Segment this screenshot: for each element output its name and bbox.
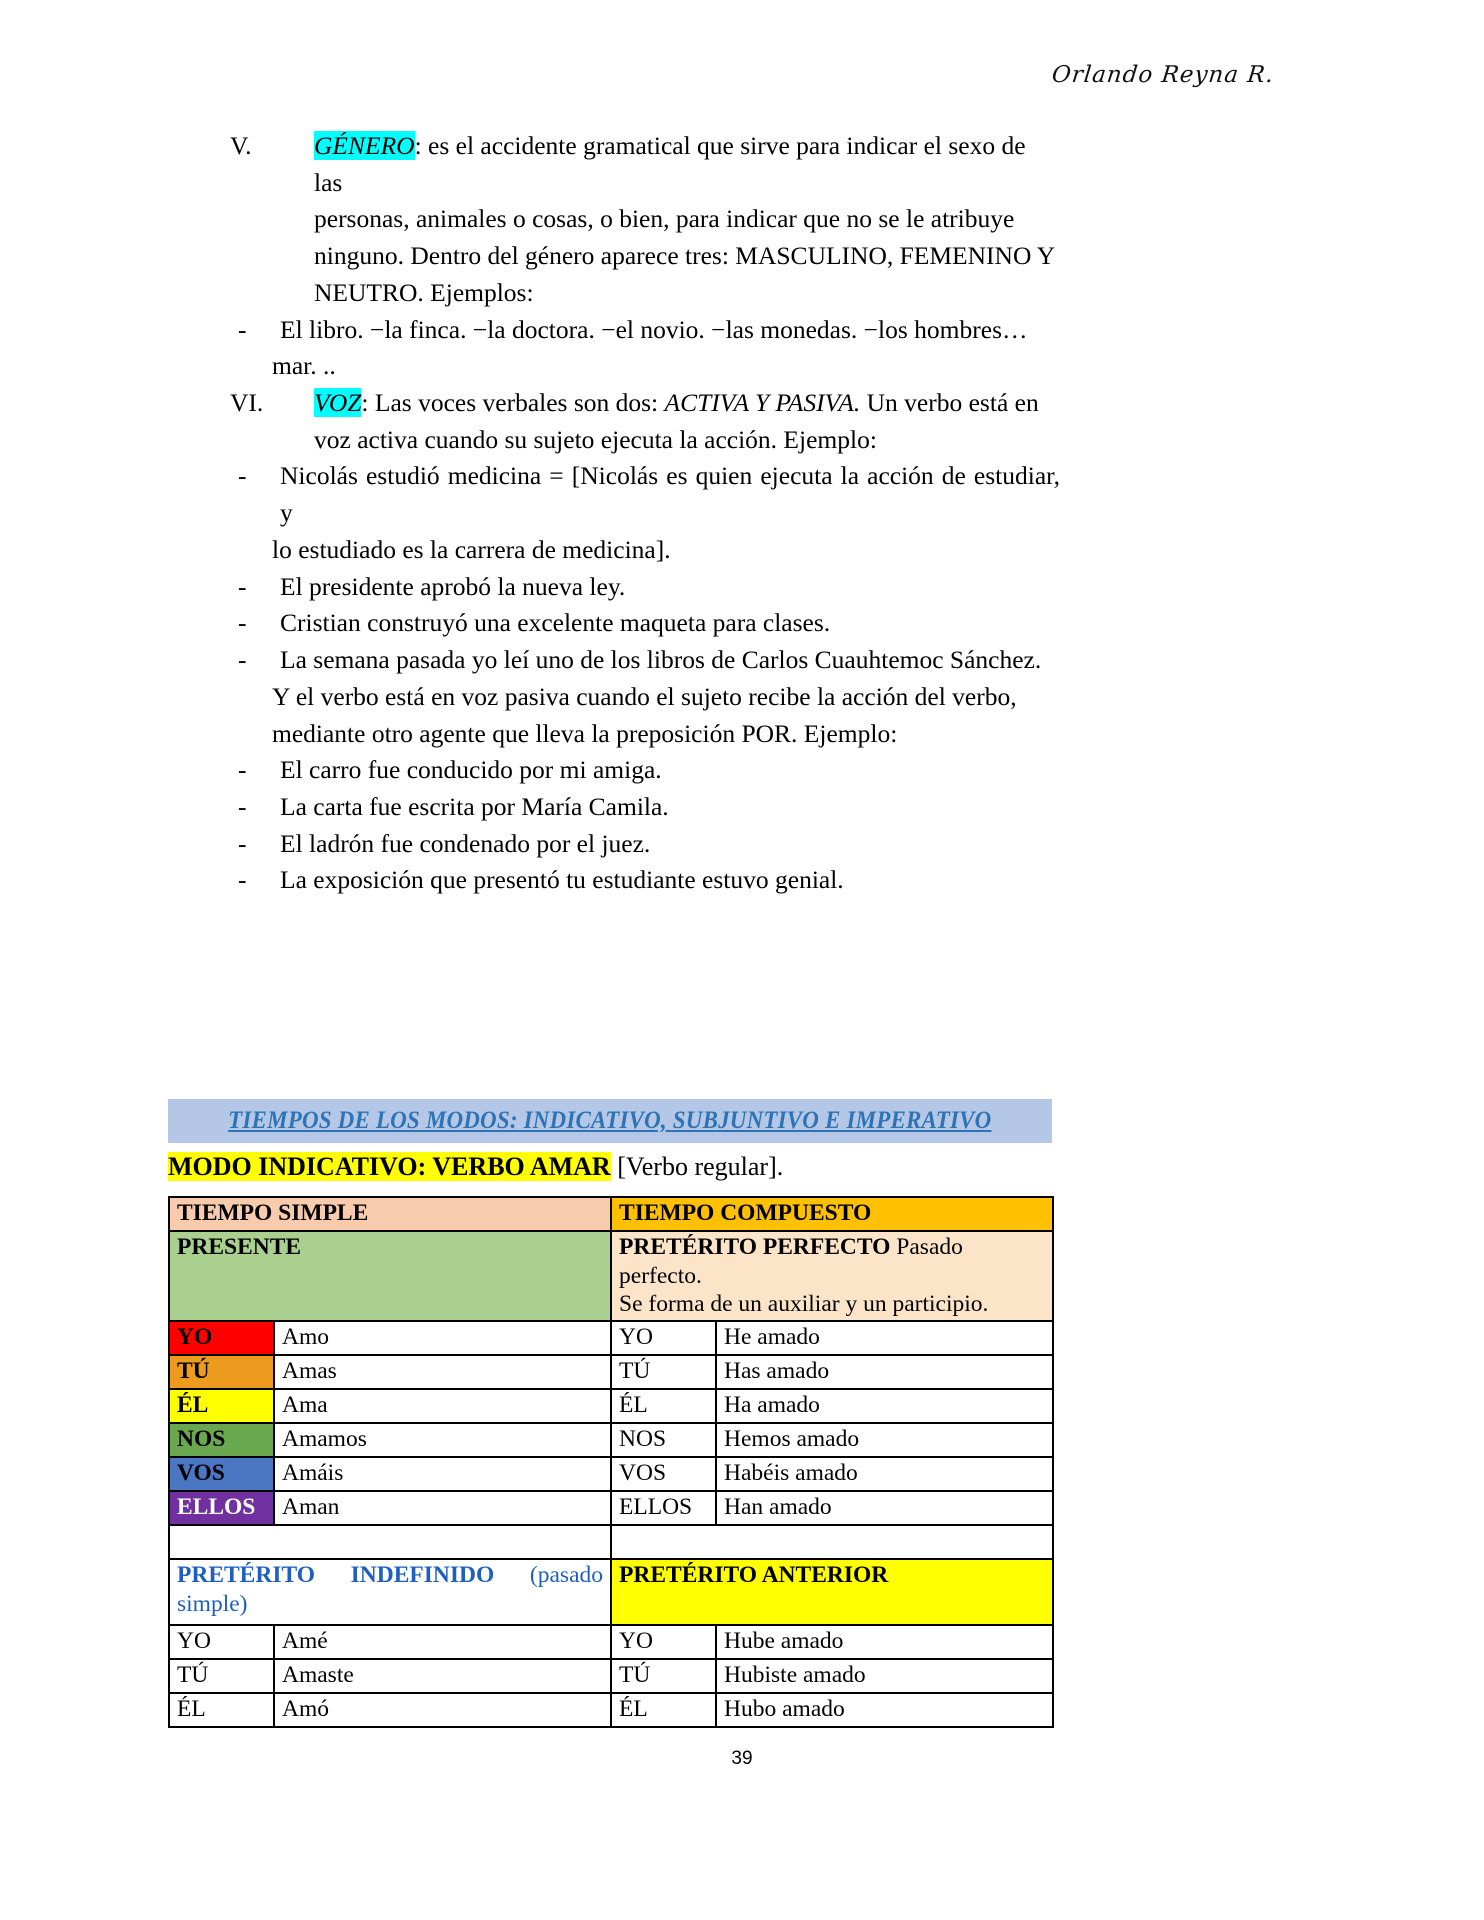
highlight-genero: GÉNERO [314, 131, 415, 160]
title-presente: PRESENTE [169, 1231, 611, 1321]
nicolas-line2: lo estudiado es la carrera de medicina]. [272, 534, 671, 564]
voz-line1-italic: ACTIVA Y PASIVA. [664, 388, 861, 418]
genero-line4: NEUTRO. Ejemplos: [314, 277, 534, 307]
list-item-voz [230, 385, 1060, 422]
pronoun-cell: ÉL [611, 1389, 716, 1423]
table-row [169, 1457, 1053, 1491]
list-item-exposicion [230, 862, 1060, 899]
table-row-block1-titles [169, 1231, 1053, 1321]
verb-cell: Ha amado [716, 1389, 1053, 1423]
pronoun-cell: YO [169, 1625, 274, 1659]
carro-line1: El carro fue conducido por mi amiga. [280, 755, 662, 785]
table-row [169, 1423, 1053, 1457]
list-item-genero-line1 [314, 128, 1060, 201]
verb-cell: Ama [274, 1389, 611, 1423]
verb-cell: He amado [716, 1321, 1053, 1355]
list-item-presidente [230, 569, 1060, 606]
pasiva-intro-line1: Y el verbo está en voz pasiva cuando el sujeto recibe la acción del verbo, [272, 681, 1017, 711]
libro-line1: El libro. −la finca. −la doctora. −el novio. −las monedas. −los hombres… [280, 314, 1028, 344]
table-row [169, 1659, 1053, 1693]
indefinido-line2: simple) [177, 1590, 248, 1617]
semana-line1: La semana pasada yo leí uno de los libros de Carlos Cuauhtemoc Sánchez. [280, 645, 1042, 675]
running-head: Orlando Reyna R. [1050, 62, 1276, 88]
modo-indicativo-highlight: MODO INDICATIVO: VERBO AMAR [168, 1152, 611, 1181]
page-number: 39 [731, 1748, 753, 1769]
list-marker-dash: - [238, 791, 247, 821]
list-item-nicolas [230, 458, 1060, 531]
voz-line2: voz activa cuando su sujeto ejecuta la acción. Ejemplo: [314, 424, 877, 454]
pronoun-cell: YO [611, 1625, 716, 1659]
pronoun-cell: ELLOS [611, 1491, 716, 1525]
body-text-block [230, 128, 1060, 899]
modo-indicativo-rest: [Verbo regular]. [610, 1152, 784, 1181]
verb-cell: Amó [274, 1693, 611, 1727]
list-item-cristian [230, 605, 1060, 642]
list-item-carro [230, 752, 1060, 789]
list-marker-vi: VI. [230, 388, 264, 418]
list-item-carta [230, 789, 1060, 826]
list-marker-dash: - [238, 608, 247, 638]
header-tiempo-compuesto: TIEMPO COMPUESTO [611, 1197, 1053, 1231]
list-item-libro [230, 312, 1060, 349]
title-preterito-perfecto-line2: Se forma de un auxiliar y un participio. [619, 1291, 989, 1318]
header-tiempo-simple: TIEMPO SIMPLE [169, 1197, 611, 1231]
pronoun-cell: TÚ [611, 1659, 716, 1693]
list-marker-dash: - [238, 865, 247, 895]
pronoun-cell: VOS [611, 1457, 716, 1491]
verb-cell: Amo [274, 1321, 611, 1355]
table-row [169, 1389, 1053, 1423]
verb-cell: Amé [274, 1625, 611, 1659]
pronoun-cell: TÚ [169, 1659, 274, 1693]
table-row [169, 1491, 1053, 1525]
table-row [169, 1693, 1053, 1727]
verb-cell: Has amado [716, 1355, 1053, 1389]
title-preterito-perfecto [611, 1231, 1053, 1321]
genero-line3: ninguno. Dentro del género aparece tres: MASCULINO, FEMENINO Y [314, 241, 1056, 271]
pronoun-cell: NOS [169, 1423, 274, 1457]
verb-cell: Habéis amado [716, 1457, 1053, 1491]
table-row-block2-titles [169, 1559, 1053, 1625]
verb-cell: Hubiste amado [716, 1659, 1053, 1693]
title-preterito-perfecto-bold: PRETÉRITO PERFECTO [619, 1234, 891, 1260]
genero-line1-rest: : es el accidente gramatical que sirve para indicar el sexo de las [314, 131, 1026, 197]
pronoun-cell: TÚ [169, 1355, 274, 1389]
pronoun-cell: YO [611, 1321, 716, 1355]
title-preterito-perfecto-rest: Pasado perfecto. [619, 1234, 963, 1289]
spacer-cell-left [169, 1525, 611, 1559]
list-marker-v: V. [230, 131, 252, 160]
list-item-genero [230, 128, 1060, 201]
verb-cell: Amamos [274, 1423, 611, 1457]
verb-cell: Hubo amado [716, 1693, 1053, 1727]
table-row-headers [169, 1197, 1053, 1231]
list-item-ladron [230, 826, 1060, 863]
verb-cell: Amaste [274, 1659, 611, 1693]
list-marker-dash: - [238, 571, 247, 601]
carta-line1: La carta fue escrita por María Camila. [280, 791, 669, 821]
pronoun-cell: ELLOS [169, 1491, 274, 1525]
pronoun-cell: VOS [169, 1457, 274, 1491]
verb-cell: Aman [274, 1491, 611, 1525]
indefinido-paren: (pasado [529, 1561, 604, 1588]
modo-indicativo-line [168, 1152, 1058, 1182]
list-marker-dash: - [238, 828, 247, 858]
table-row-spacer [169, 1525, 1053, 1559]
indefinido-word-1: PRETÉRITO [177, 1561, 315, 1588]
list-marker-dash: - [238, 461, 247, 491]
table-row [169, 1625, 1053, 1659]
libro-line2: mar. .. [272, 351, 336, 381]
title-preterito-indefinido [169, 1559, 611, 1625]
section-banner-title: TIEMPOS DE LOS MODOS: INDICATIVO, SUBJUNTIVO E IMPERATIVO [228, 1107, 992, 1134]
table-row [169, 1321, 1053, 1355]
highlight-voz: VOZ [314, 388, 362, 418]
list-marker-dash: - [238, 755, 247, 785]
nicolas-line1: Nicolás estudió medicina = [Nicolás es quien ejecuta la acción de estudiar, y [280, 461, 1060, 528]
exposicion-line1: La exposición que presentó tu estudiante estuvo genial. [280, 865, 844, 895]
spacer-cell-right [611, 1525, 1053, 1559]
presidente-line1: El presidente aprobó la nueva ley. [280, 571, 626, 601]
verb-cell: Amáis [274, 1457, 611, 1491]
cristian-line1: Cristian construyó una excelente maqueta para clases. [280, 608, 831, 638]
pronoun-cell: TÚ [611, 1355, 716, 1389]
indefinido-word-2: INDEFINIDO [350, 1561, 495, 1588]
verb-cell: Han amado [716, 1491, 1053, 1525]
list-item-semana [230, 642, 1060, 679]
voz-line1 [314, 385, 1060, 422]
list-marker-dash: - [238, 314, 247, 344]
pasiva-intro-line2: mediante otro agente que lleva la preposición POR. Ejemplo: [272, 718, 898, 748]
pronoun-cell: ÉL [169, 1693, 274, 1727]
table-row [169, 1355, 1053, 1389]
pronoun-cell: ÉL [611, 1693, 716, 1727]
pronoun-cell: ÉL [169, 1389, 274, 1423]
verb-cell: Hemos amado [716, 1423, 1053, 1457]
title-preterito-anterior: PRETÉRITO ANTERIOR [611, 1559, 1053, 1625]
voz-line1-a: : Las voces verbales son dos: [361, 388, 665, 418]
genero-line2: personas, animales o cosas, o bien, para indicar que no se le atribuye [314, 204, 1015, 234]
voz-line1-b: Un verbo está en [860, 388, 1039, 418]
list-marker-dash: - [238, 645, 247, 675]
verb-cell: Amas [274, 1355, 611, 1389]
ladron-line1: El ladrón fue condenado por el juez. [280, 828, 651, 858]
conjugation-table [168, 1196, 1054, 1728]
verb-cell: Hube amado [716, 1625, 1053, 1659]
section-banner [168, 1099, 1052, 1143]
pronoun-cell: YO [169, 1321, 274, 1355]
pronoun-cell: NOS [611, 1423, 716, 1457]
